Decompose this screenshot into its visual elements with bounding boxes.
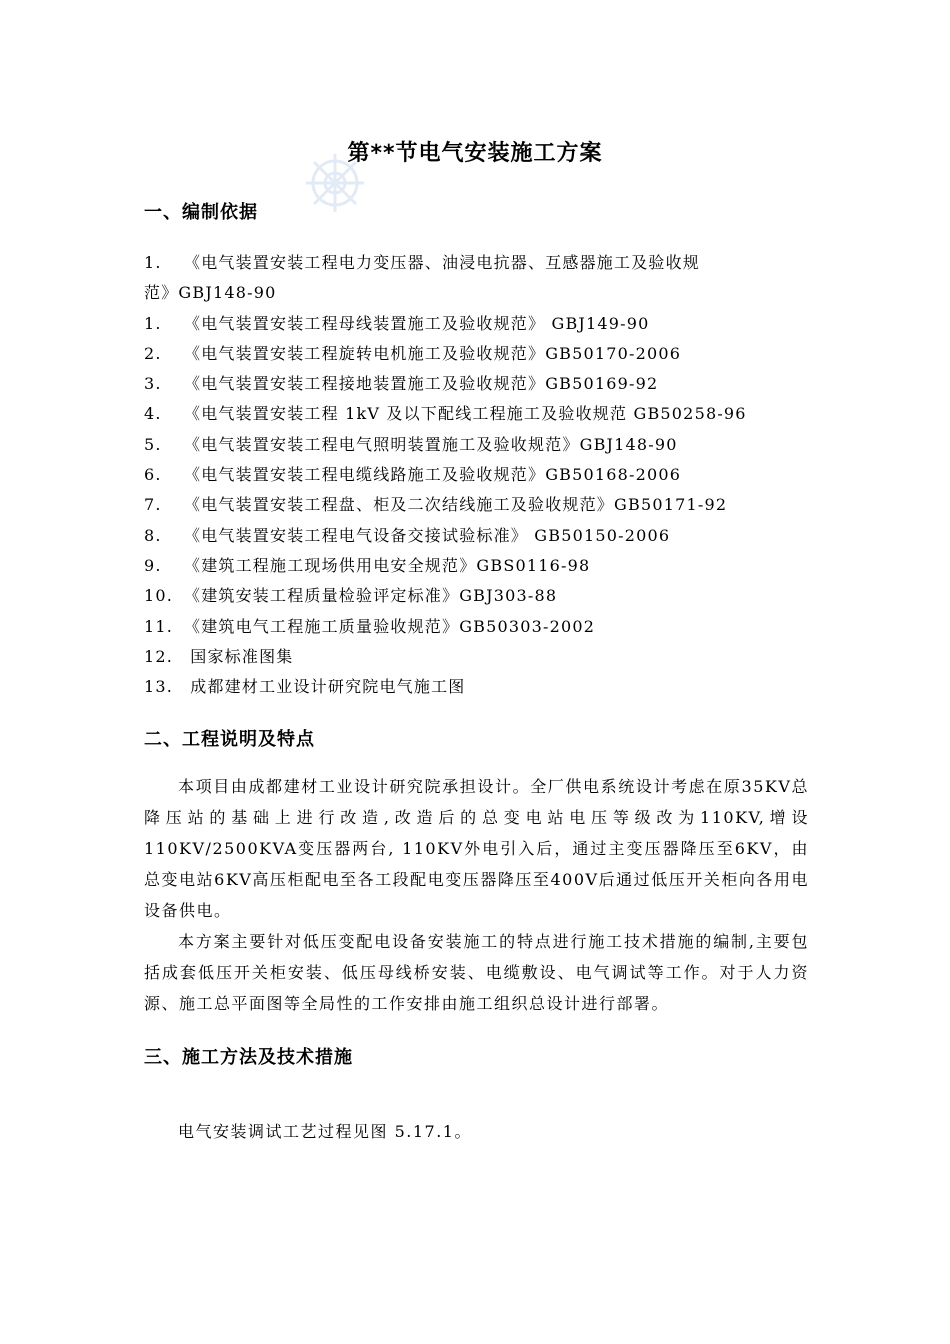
list-item (144, 460, 784, 490)
list-item-text: 范》GBJ148-90 (144, 283, 277, 303)
reference-list (144, 248, 784, 702)
list-item-text: 《建筑安装工程质量检验评定标准》GBJ303-88 (184, 586, 558, 606)
list-item (144, 369, 784, 399)
list-item (144, 672, 784, 702)
list-item (144, 612, 784, 642)
list-item-text: 《电气装置安装工程电缆线路施工及验收规范》GB50168-2006 (184, 465, 682, 485)
list-item-text: 《电气装置安装工程接地装置施工及验收规范》GB50169-92 (184, 374, 659, 394)
list-item-text: 《电气装置安装工程 1kV 及以下配线工程施工及验收规范 GB50258-96 (184, 404, 747, 424)
section-heading-basis: 一、编制依据 (144, 202, 258, 223)
paragraph-project-description: 本项目由成都建材工业设计研究院承担设计。全厂供电系统设计考虑在原35KV总降压站的基础上进行改造,改造后的总变电站电压等级改为110KV,增设110KV/2500KVA变压器两台, 110KV外电引入后，通过主变压器降压至6KV，由总变电站6KV高压柜配电至各工段配电变压器降压至400V后通过低压开关柜向各用电设备供电。 (144, 777, 809, 920)
list-item-number: 7. (144, 495, 162, 515)
list-item-text: 《电气装置安装工程电力变压器、油浸电抗器、互感器施工及验收规 (184, 253, 701, 272)
paragraph-scope: 本方案主要针对低压变配电设备安装施工的特点进行施工技术措施的编制,主要包括成套低压开关柜安装、低压母线桥安装、电缆敷设、电气调试等工作。对于人力资源、施工总平面图等全局性的工作安排由施工组织总设计进行部署。 (144, 932, 809, 1013)
list-item-text: 成都建材工业设计研究院电气施工图 (184, 677, 466, 697)
list-item-text: 《电气装置安装工程电气照明装置施工及验收规范》GBJ148-90 (184, 434, 678, 454)
list-item-text: 《电气装置安装工程母线装置施工及验收规范》 GBJ149-90 (184, 313, 650, 333)
list-item (144, 551, 784, 581)
list-item (144, 248, 784, 278)
list-item-number: 13. (144, 677, 174, 697)
list-item (144, 430, 784, 460)
list-item-number: 10. (144, 586, 174, 606)
list-item (144, 399, 784, 429)
list-item-number: 2. (144, 343, 162, 363)
section-heading-methods: 三、施工方法及技术措施 (144, 1047, 353, 1068)
list-item-number: 1. (144, 313, 162, 333)
list-item-number: 4. (144, 404, 162, 424)
list-item-text: 《电气装置安装工程盘、柜及二次结线施工及验收规范》GB50171-92 (184, 495, 728, 515)
list-item (144, 490, 784, 520)
list-item (144, 642, 784, 672)
page-title: 第**节电气安装施工方案 (347, 141, 603, 166)
list-item (144, 521, 784, 551)
list-item-text: 《建筑工程施工现场供用电安全规范》GBS0116-98 (184, 555, 591, 575)
list-item-number: 9. (144, 555, 162, 575)
list-item (144, 309, 784, 339)
list-item-number: 6. (144, 465, 162, 485)
list-item-text: 《建筑电气工程施工质量验收规范》GB50303-2002 (184, 616, 596, 636)
list-item-continuation (144, 278, 784, 308)
list-item-number: 8. (144, 525, 162, 545)
list-item-number: 3. (144, 374, 162, 394)
list-item-number: 5. (144, 434, 162, 454)
list-item-number: 1. (144, 253, 162, 272)
list-item (144, 581, 784, 611)
section-heading-description: 二、工程说明及特点 (144, 729, 315, 750)
list-item-text: 《电气装置安装工程电气设备交接试验标准》 GB50150-2006 (184, 525, 671, 545)
paragraph-process-reference: 电气安装调试工艺过程见图 5.17.1。 (178, 1122, 472, 1141)
list-item-text: 国家标准图集 (184, 646, 294, 666)
list-item (144, 339, 784, 369)
list-item-number: 12. (144, 646, 174, 666)
list-item-number: 11. (144, 616, 174, 636)
list-item-text: 《电气装置安装工程旋转电机施工及验收规范》GB50170-2006 (184, 343, 682, 363)
